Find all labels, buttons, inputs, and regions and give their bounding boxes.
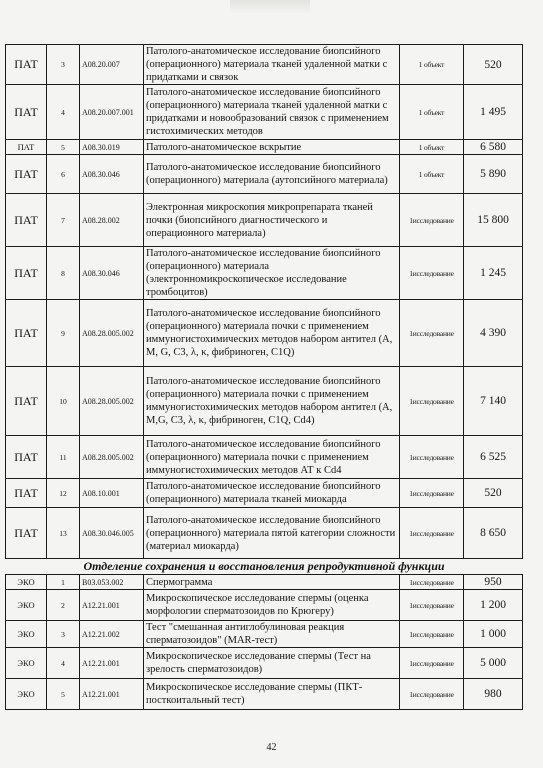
price: 15 800 [464,194,523,247]
service-code: A08.30.019 [80,140,144,155]
dept-cell: ЭКО [6,679,47,710]
unit-of-measure: 1исследование [400,436,464,479]
unit-of-measure: 1исследование [400,590,464,621]
service-name: Патолого-анатомическое исследование биопсийного (операционного) материала почки с применением иммуногистохимических методов АТ к Cd4 [144,436,400,479]
dept-cell: ЭКО [6,590,47,621]
price: 1 000 [464,621,523,648]
service-name: Патолого-анатомическое исследование биопсийного (операционного) материала тканей удаленной матки с придатками и новообразований связок с применением гистохимических методов [144,85,400,140]
unit-of-measure: 1исследование [400,679,464,710]
table-row [6,621,523,648]
dept-cell: ПАТ [6,85,47,140]
row-number: 1 [47,575,80,590]
service-code: A08.28.005.002 [80,367,144,436]
dept-cell: ПАТ [6,45,47,85]
service-name: Патолого-анатомическое исследование биопсийного (операционного) материала тканей удаленной матки с придатками и связок [144,45,400,85]
table-row [6,590,523,621]
dept-cell: ПАТ [6,367,47,436]
table-row [6,85,523,140]
service-name: Микроскопическое исследование спермы (ПКТ-посткоитальный тест) [144,679,400,710]
service-name: Микроскопическое исследование спермы (Тест на зрелость сперматозоидов) [144,648,400,679]
service-name: Микроскопическое исследование спермы (оценка морфологии сперматозоидов по Крюгеру) [144,590,400,621]
row-number: 4 [47,648,80,679]
service-code: A08.20.007.001 [80,85,144,140]
table-row [6,479,523,508]
price-list-body [6,45,523,710]
price: 1 245 [464,247,523,300]
dept-cell: ПАТ [6,508,47,559]
price: 5 890 [464,155,523,194]
table-row [6,679,523,710]
row-number: 12 [47,479,80,508]
row-number: 11 [47,436,80,479]
service-name: Тест "смешанная антиглобулиновая реакция сперматозоидов" (MAR-тест) [144,621,400,648]
dept-cell: ПАТ [6,155,47,194]
service-name: Патолого-анатомическое исследование биопсийного (операционного) материала тканей миокарда [144,479,400,508]
service-name: Патолого-анатомическое исследование биопсийного (операционного) материала (аутопсийного материала) [144,155,400,194]
service-name: Патолого-анатомическое исследование биопсийного (операционного) материала (электронномикроскопическое исследование тромбоцитов) [144,247,400,300]
dept-cell: ЭКО [6,621,47,648]
unit-of-measure: 1исследование [400,300,464,367]
table-row [6,194,523,247]
row-number: 5 [47,679,80,710]
unit-of-measure: 1исследование [400,479,464,508]
price: 7 140 [464,367,523,436]
unit-of-measure: 1 объект [400,85,464,140]
page-top-shadow [230,0,310,14]
table-row [6,508,523,559]
table-row [6,155,523,194]
dept-cell: ПАТ [6,436,47,479]
service-code: A08.30.046.005 [80,508,144,559]
row-number: 7 [47,194,80,247]
section-title: Отделение сохранения и восстановления репродуктивной функции [6,559,523,575]
price: 950 [464,575,523,590]
row-number: 8 [47,247,80,300]
price: 520 [464,45,523,85]
service-code: A08.30.046 [80,155,144,194]
dept-cell: ПАТ [6,247,47,300]
service-name: Патолого-анатомическое исследование биопсийного (операционного) материала почки с применением иммуногистохимических методов набором антител (A, M, G, C3, λ, κ, фибриноген, C1Q) [144,300,400,367]
table-row [6,648,523,679]
row-number: 6 [47,155,80,194]
table-row [6,45,523,85]
row-number: 5 [47,140,80,155]
price: 5 000 [464,648,523,679]
price-list-table [5,44,523,710]
service-name: Патолого-анатомическое исследование биопсийного (операционного) материала почки с применением иммуногистохимических методов набором антител (A, M,G, C3, λ, κ, фибриноген, C1Q, Cd4) [144,367,400,436]
section-header-row [6,559,523,575]
unit-of-measure: 1 объект [400,155,464,194]
dept-cell: ЭКО [6,575,47,590]
table-row [6,367,523,436]
service-code: A08.28.005.002 [80,300,144,367]
dept-cell: ПАТ [6,194,47,247]
row-number: 3 [47,45,80,85]
table-row [6,140,523,155]
service-code: A12.21.001 [80,648,144,679]
price: 6 525 [464,436,523,479]
service-code: A08.30.046 [80,247,144,300]
price: 1 495 [464,85,523,140]
service-name: Патолого-анатомическое исследование биопсийного (операционного) материала пятой категории сложности (материал миокарда) [144,508,400,559]
row-number: 4 [47,85,80,140]
price: 8 650 [464,508,523,559]
unit-of-measure: 1исследование [400,508,464,559]
service-name: Электронная микроскопия микропрепарата тканей почки (биопсийного диагностического и операционного материала) [144,194,400,247]
row-number: 10 [47,367,80,436]
service-code: A08.28.002 [80,194,144,247]
unit-of-measure: 1 объект [400,140,464,155]
unit-of-measure: 1исследование [400,575,464,590]
price: 1 200 [464,590,523,621]
service-name: Спермограмма [144,575,400,590]
service-name: Патолого-анатомическое вскрытие [144,140,400,155]
dept-cell: ПАТ [6,140,47,155]
price: 520 [464,479,523,508]
row-number: 9 [47,300,80,367]
service-code: A08.10.001 [80,479,144,508]
service-code: A08.28.005.002 [80,436,144,479]
unit-of-measure: 1исследование [400,621,464,648]
table-row [6,575,523,590]
service-code: A08.20.007 [80,45,144,85]
row-number: 13 [47,508,80,559]
service-code: A12.21.001 [80,590,144,621]
dept-cell: ЭКО [6,648,47,679]
row-number: 2 [47,590,80,621]
unit-of-measure: 1исследование [400,648,464,679]
service-code: A12.21.001 [80,679,144,710]
service-code: A12.21.002 [80,621,144,648]
price: 6 580 [464,140,523,155]
unit-of-measure: 1 объект [400,45,464,85]
price: 980 [464,679,523,710]
service-code: B03.053.002 [80,575,144,590]
price: 4 390 [464,300,523,367]
dept-cell: ПАТ [6,300,47,367]
unit-of-measure: 1исследование [400,194,464,247]
row-number: 3 [47,621,80,648]
table-row [6,436,523,479]
unit-of-measure: 1исследование [400,367,464,436]
page-number: 42 [266,742,277,753]
dept-cell: ПАТ [6,479,47,508]
table-row [6,300,523,367]
unit-of-measure: 1исследование [400,247,464,300]
table-row [6,247,523,300]
